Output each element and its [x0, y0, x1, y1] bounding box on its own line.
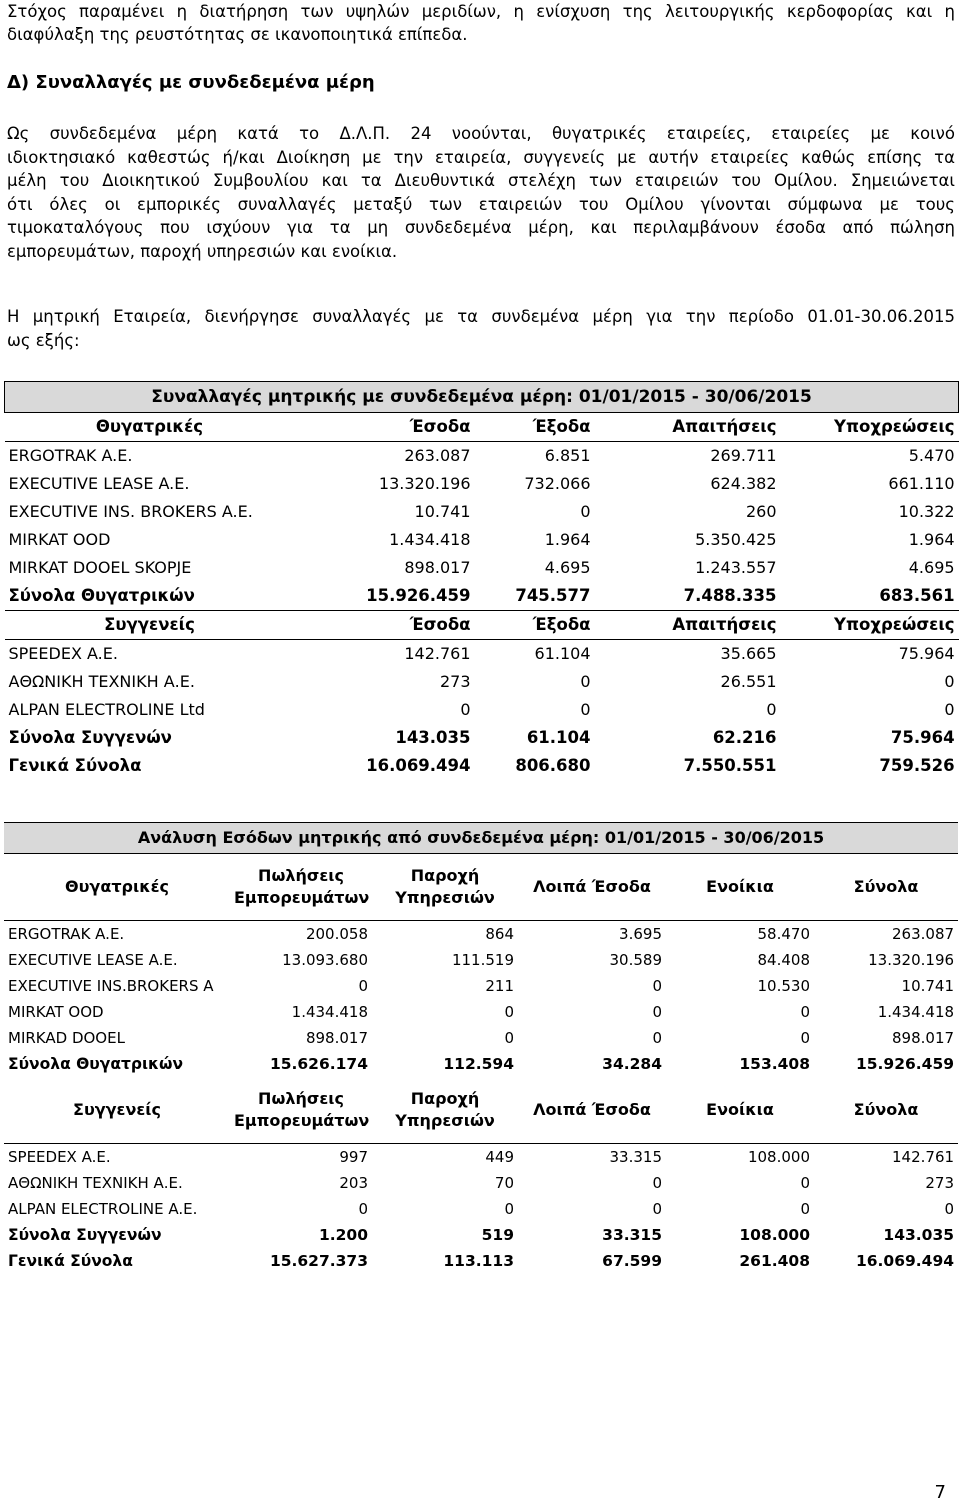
intro-line: διαφύλαξη της ρευστότητας σε ικανοποιητικά επίπεδα.	[7, 25, 468, 44]
table-row	[4, 973, 958, 999]
cell-value: 260	[745, 502, 777, 521]
intro-paragraph-end	[7, 23, 955, 47]
table-row	[4, 1025, 958, 1051]
cell-value: 5.470	[908, 446, 955, 465]
cell-name: Σύνολα Θυγατρικών	[8, 586, 195, 605]
cell-value: 0	[460, 700, 471, 719]
cell-value: 898.017	[305, 1029, 368, 1047]
cell-value: 143.035	[395, 728, 471, 747]
column-header: Θυγατρικές	[4, 854, 230, 921]
cell-name: Γενικά Σύνολα	[8, 1252, 133, 1270]
cell-value: 0	[504, 1200, 514, 1218]
cell-value: 0	[504, 1003, 514, 1021]
cell-value: 153.408	[739, 1055, 810, 1073]
cell-value: 263.087	[404, 446, 471, 465]
cell-value: 33.315	[609, 1148, 662, 1166]
cell-value: 864	[485, 925, 514, 943]
cell-value: 263.087	[892, 925, 955, 943]
column-header: Σύνολα	[814, 854, 958, 921]
column-header: Λοιπά Έσοδα	[518, 1077, 666, 1144]
paragraph-line: μέλη του Διοικητικού Συμβουλίου και τα Διευθυντικά στελέχη των εταιρειών του Ομίλου. Σημειώνεται	[7, 171, 955, 190]
cell-value: 84.408	[757, 951, 810, 969]
subtotal-row	[5, 582, 959, 611]
table-row	[4, 999, 958, 1025]
cell-name: ΑΘΩΝΙΚΗ ΤΕΧΝΙΚΗ Α.Ε.	[8, 1174, 183, 1192]
cell-value: 62.216	[712, 728, 777, 747]
cell-value: 1.964	[544, 530, 591, 549]
column-header: Παροχή Υπηρεσιών	[372, 854, 518, 921]
cell-name: ALPAN ELECTROLINE Ltd	[8, 700, 205, 719]
cell-name: MIRKAD DOOEL	[8, 1029, 125, 1047]
cell-name: MIRKAT OOD	[8, 530, 111, 549]
cell-value: 1.200	[318, 1226, 368, 1244]
intro-line: Στόχος παραμένει η διατήρηση των υψηλών μεριδίων, η ενίσχυση της λειτουργικής κερδοφορίας και η	[7, 2, 955, 21]
cell-name: ERGOTRAK A.E.	[8, 446, 133, 465]
cell-value: 519	[481, 1226, 514, 1244]
column-header: Πωλήσεις Εμπορευμάτων	[230, 1077, 372, 1144]
table-row	[5, 526, 959, 554]
subtotal-row	[4, 1222, 958, 1248]
cell-value: 898.017	[892, 1029, 955, 1047]
column-header: Σύνολα	[814, 1077, 958, 1144]
cell-value: 449	[485, 1148, 514, 1166]
cell-value: 75.964	[890, 728, 955, 747]
cell-value: 0	[944, 1200, 955, 1218]
cell-name: EXECUTIVE INS. BROKERS A.E.	[8, 502, 253, 521]
cell-value: 0	[580, 700, 591, 719]
cell-name: MIRKAT OOD	[8, 1003, 104, 1021]
cell-value: 30.589	[609, 951, 662, 969]
cell-value: 203	[339, 1174, 368, 1192]
cell-value: 0	[652, 1029, 662, 1047]
cell-name: SPEEDEX A.E.	[8, 644, 118, 663]
cell-value: 0	[766, 700, 777, 719]
cell-value: 16.069.494	[366, 756, 471, 775]
table-row	[5, 498, 959, 526]
table-header-row	[5, 611, 959, 640]
grand-total-row	[4, 1248, 958, 1274]
transactions-paragraph	[7, 305, 955, 329]
column-header: Έσοδα	[295, 413, 475, 442]
column-header: Συγγενείς	[5, 611, 295, 640]
cell-value: 113.113	[443, 1252, 514, 1270]
paragraph-line: Η μητρική Εταιρεία, διενήργησε συναλλαγές με τα συνδεμένα μέρη για την περίοδο 01.01-30.06.2015	[7, 307, 955, 326]
cell-value: 7.488.335	[683, 586, 777, 605]
paragraph-line: Ως συνδεδεμένα μέρη κατά το Δ.Λ.Π. 24 νοούνται, θυγατρικές εταιρείες, εταιρείες με κοινό	[7, 124, 955, 143]
cell-value: 10.741	[901, 977, 955, 995]
column-header: Έξοδα	[475, 413, 595, 442]
cell-value: 0	[580, 672, 591, 691]
cell-name: Σύνολα Συγγενών	[8, 1226, 162, 1244]
table-row	[5, 554, 959, 582]
transactions-paragraph-end	[7, 329, 955, 353]
column-header: Παροχή Υπηρεσιών	[372, 1077, 518, 1144]
subtotal-row	[4, 1051, 958, 1077]
cell-value: 16.069.494	[855, 1252, 955, 1270]
cell-value: 0	[652, 1200, 662, 1218]
cell-value: 0	[358, 1200, 368, 1218]
table-row	[5, 470, 959, 498]
column-header: Έσοδα	[295, 611, 475, 640]
grand-total-row	[5, 752, 959, 780]
column-header: Συγγενείς	[4, 1077, 230, 1144]
cell-value: 1.434.418	[291, 1003, 368, 1021]
cell-value: 3.695	[619, 925, 662, 943]
cell-value: 745.577	[515, 586, 591, 605]
cell-value: 997	[339, 1148, 368, 1166]
cell-value: 4.695	[544, 558, 591, 577]
cell-value: 273	[925, 1174, 955, 1192]
cell-name: Γενικά Σύνολα	[8, 756, 142, 775]
column-header: Λοιπά Έσοδα	[518, 854, 666, 921]
column-header: Πωλήσεις Εμπορευμάτων	[230, 854, 372, 921]
paragraph-line: ως εξής:	[7, 330, 80, 350]
cell-value: 10.322	[898, 502, 955, 521]
cell-value: 5.350.425	[695, 530, 777, 549]
cell-value: 15.926.459	[855, 1055, 955, 1073]
parent-revenue-analysis-table	[4, 822, 958, 1274]
paragraph-line: εμπορευμάτων, παροχή υπηρεσιών και ενοίκια.	[7, 241, 398, 261]
cell-value: 0	[652, 977, 662, 995]
table-title: Συναλλαγές μητρικής με συνδεδεμένα μέρη: 01/01/2015 - 30/06/2015	[5, 382, 959, 413]
cell-value: 58.470	[757, 925, 810, 943]
cell-name: SPEEDEX A.E.	[8, 1148, 111, 1166]
cell-value: 35.665	[720, 644, 777, 663]
cell-name: ΑΘΩΝΙΚΗ ΤΕΧΝΙΚΗ Α.Ε.	[8, 672, 195, 691]
table-header-row	[5, 413, 959, 442]
related-parties-paragraph-end	[7, 240, 955, 264]
cell-name: EXECUTIVE LEASE A.E.	[8, 474, 190, 493]
cell-value: 0	[944, 672, 955, 691]
cell-value: 15.627.373	[269, 1252, 368, 1270]
cell-value: 10.530	[757, 977, 810, 995]
cell-value: 661.110	[888, 474, 955, 493]
cell-value: 13.320.196	[378, 474, 471, 493]
cell-value: 142.761	[892, 1148, 955, 1166]
table-row	[4, 1144, 958, 1171]
intro-paragraph	[7, 0, 955, 24]
cell-value: 34.284	[602, 1055, 662, 1073]
cell-value: 0	[800, 1200, 810, 1218]
column-header: Ενοίκια	[666, 854, 814, 921]
cell-value: 33.315	[602, 1226, 662, 1244]
table-row	[4, 1170, 958, 1196]
paragraph-line: ιδιοκτησιακό καθεστώς ή/και Διοίκηση με την εταιρεία, συγγενείς με αυτήν εταιρείες καθώς επίσης τα	[7, 147, 955, 167]
cell-value: 624.382	[710, 474, 777, 493]
cell-value: 1.964	[908, 530, 955, 549]
cell-value: 1.243.557	[695, 558, 777, 577]
column-header: Απαιτήσεις	[595, 611, 781, 640]
cell-value: 759.526	[879, 756, 955, 775]
cell-value: 61.104	[534, 644, 591, 663]
table-row	[4, 921, 958, 948]
cell-value: 26.551	[720, 672, 777, 691]
cell-value: 0	[800, 1029, 810, 1047]
cell-value: 112.594	[443, 1055, 514, 1073]
cell-name: EXECUTIVE INS.BROKERS A	[8, 977, 214, 995]
column-header: Ενοίκια	[666, 1077, 814, 1144]
cell-value: 108.000	[747, 1148, 810, 1166]
cell-value: 898.017	[404, 558, 471, 577]
cell-value: 0	[944, 700, 955, 719]
cell-value: 0	[800, 1174, 810, 1192]
column-header: Απαιτήσεις	[595, 413, 781, 442]
cell-value: 143.035	[883, 1226, 955, 1244]
cell-value: 108.000	[739, 1226, 810, 1244]
cell-value: 0	[800, 1003, 810, 1021]
cell-value: 67.599	[602, 1252, 662, 1270]
table-row	[5, 640, 959, 669]
cell-value: 15.926.459	[366, 586, 471, 605]
cell-value: 211	[485, 977, 514, 995]
cell-value: 1.434.418	[389, 530, 471, 549]
cell-value: 70	[494, 1174, 514, 1192]
cell-value: 111.519	[451, 951, 514, 969]
cell-name: Σύνολα Συγγενών	[8, 728, 172, 747]
cell-value: 683.561	[879, 586, 955, 605]
column-header: Θυγατρικές	[5, 413, 295, 442]
column-header: Έξοδα	[475, 611, 595, 640]
parent-transactions-table	[4, 381, 959, 780]
related-parties-paragraph	[7, 122, 955, 240]
cell-value: 75.964	[898, 644, 955, 663]
section-heading: Δ) Συναλλαγές με συνδεδεμένα μέρη	[7, 72, 375, 93]
table-row	[5, 696, 959, 724]
table-row	[4, 1196, 958, 1222]
cell-name: MIRKAT DOOEL SKOPJE	[8, 558, 192, 577]
cell-value: 269.711	[710, 446, 777, 465]
cell-value: 1.434.418	[877, 1003, 955, 1021]
table-title: Ανάλυση Εσόδων μητρικής από συνδεδεμένα μέρη: 01/01/2015 - 30/06/2015	[4, 823, 958, 854]
cell-value: 4.695	[908, 558, 955, 577]
cell-value: 806.680	[515, 756, 591, 775]
cell-value: 142.761	[404, 644, 471, 663]
column-header: Υποχρεώσεις	[781, 611, 959, 640]
cell-value: 0	[504, 1029, 514, 1047]
paragraph-line: τιμοκαταλόγους που ισχύουν για τα μη συνδεδεμένα μέρη, και περιλαμβάνουν έσοδα από πώληση	[7, 218, 955, 237]
cell-value: 13.320.196	[868, 951, 955, 969]
cell-value: 0	[652, 1174, 662, 1192]
cell-value: 0	[652, 1003, 662, 1021]
table-row	[5, 442, 959, 471]
table-row	[4, 947, 958, 973]
cell-value: 732.066	[524, 474, 591, 493]
cell-value: 261.408	[739, 1252, 810, 1270]
cell-name: EXECUTIVE LEASE A.E.	[8, 951, 178, 969]
cell-value: 0	[358, 977, 368, 995]
cell-name: Σύνολα Θυγατρικών	[8, 1055, 184, 1073]
cell-value: 13.093.680	[282, 951, 368, 969]
table-header-row	[4, 1077, 958, 1144]
cell-value: 200.058	[305, 925, 368, 943]
cell-value: 7.550.551	[683, 756, 777, 775]
table-row	[5, 668, 959, 696]
column-header: Υποχρεώσεις	[781, 413, 959, 442]
cell-value: 15.626.174	[269, 1055, 368, 1073]
cell-value: 273	[439, 672, 471, 691]
subtotal-row	[5, 724, 959, 752]
cell-name: ALPAN ELECTROLINE A.E.	[8, 1200, 198, 1218]
paragraph-line: ότι όλες οι εμπορικές συναλλαγές μεταξύ των εταιρειών του Ομίλου γίνονται σύμφωνα με τους	[7, 194, 955, 214]
table-header-row	[4, 854, 958, 921]
cell-value: 61.104	[526, 728, 591, 747]
cell-name: ERGOTRAK A.E.	[8, 925, 125, 943]
cell-value: 0	[580, 502, 591, 521]
page-number: 7	[934, 1482, 946, 1503]
cell-value: 10.741	[414, 502, 471, 521]
cell-value: 6.851	[544, 446, 591, 465]
